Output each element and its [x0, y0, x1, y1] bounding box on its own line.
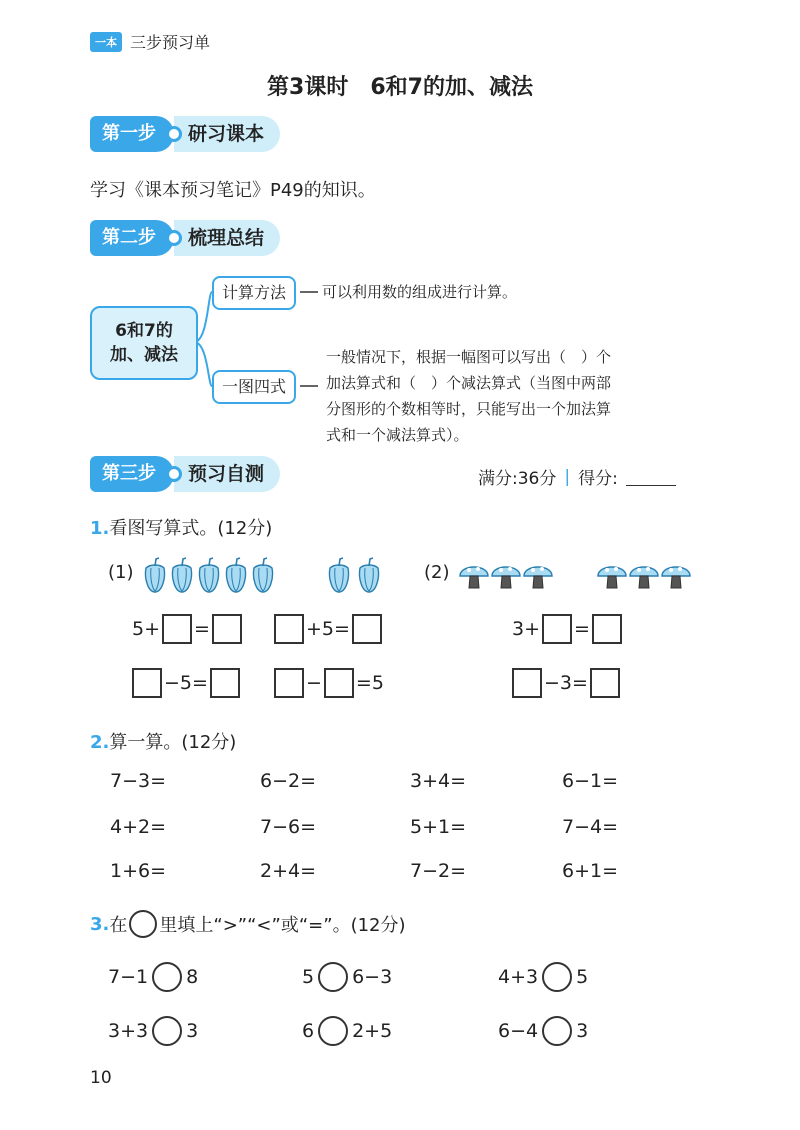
mushroom-icon	[662, 567, 690, 588]
page-title: 第3课时 6和7的加、减法	[267, 75, 533, 100]
q1-heading	[90, 514, 272, 540]
answer-box[interactable]	[512, 668, 542, 698]
q1-eq-a	[132, 614, 242, 644]
compare-circle[interactable]	[542, 962, 572, 992]
step2-heading	[90, 220, 280, 256]
answer-box[interactable]	[210, 668, 240, 698]
compare-item	[302, 1016, 392, 1046]
q1-p1-label: (1)	[108, 562, 134, 583]
q1-eq-d-text: −5=	[164, 672, 208, 694]
compare-left: 3+3	[108, 1020, 149, 1042]
mindmap-center-line1: 6和7的	[115, 321, 173, 341]
answer-box[interactable]	[542, 614, 572, 644]
mindmap-node-method-text: 可以利用数的组成进行计算。	[322, 283, 518, 301]
mindmap-node-four-equations: 一图四式	[212, 370, 296, 404]
compare-item	[108, 1016, 198, 1046]
compare-right: 3	[186, 1020, 199, 1042]
compare-circle[interactable]	[152, 962, 182, 992]
score-divider: |	[564, 466, 571, 487]
compare-item	[108, 962, 198, 992]
q2-text: 算一算。(12分)	[109, 732, 237, 753]
pepper-icon	[359, 558, 378, 592]
q1-number: 1.	[90, 518, 110, 539]
answer-box[interactable]	[590, 668, 620, 698]
calc-item: 6−2=	[260, 770, 317, 792]
compare-left: 4+3	[498, 966, 539, 988]
q1-eq-c	[512, 614, 622, 644]
calc-item: 7−3=	[110, 770, 167, 792]
mindmap-node-method: 计算方法	[212, 276, 296, 310]
answer-box[interactable]	[212, 614, 242, 644]
compare-left: 7−1	[108, 966, 149, 988]
compare-circle[interactable]	[542, 1016, 572, 1046]
compare-circle[interactable]	[318, 962, 348, 992]
pepper-icon	[226, 558, 245, 592]
calc-item: 2+4=	[260, 860, 317, 882]
brand-logo: 一本	[90, 32, 122, 52]
q1-eq-c-text1: 3+	[512, 618, 541, 640]
q1-eq-a-text1: 5+	[132, 618, 161, 640]
calc-item: 6−1=	[562, 770, 619, 792]
calc-item: 7−2=	[410, 860, 467, 882]
brand-text: 三步预习单	[130, 33, 211, 52]
step1-heading	[90, 116, 280, 152]
q1-eq-f-text: −3=	[544, 672, 588, 694]
mushroom-icon	[460, 567, 488, 588]
compare-right: 2+5	[352, 1020, 393, 1042]
mushroom-icon	[598, 567, 626, 588]
compare-right: 3	[576, 1020, 589, 1042]
mushroom-picture	[456, 558, 706, 594]
calc-item: 7−4=	[562, 816, 619, 838]
q3-heading	[90, 910, 406, 938]
q3-number: 3.	[90, 913, 110, 935]
pepper-icon	[253, 558, 272, 592]
page-number: 10	[90, 1068, 112, 1088]
calc-item: 5+1=	[410, 816, 467, 838]
q2-number: 2.	[90, 732, 110, 753]
mushroom-icon	[492, 567, 520, 588]
full-score: 满分:36分	[478, 469, 557, 489]
step2-badge: 第二步	[90, 220, 174, 256]
compare-left: 6−4	[498, 1020, 539, 1042]
q1-text: 看图写算式。(12分)	[109, 518, 273, 539]
compare-left: 6	[302, 1020, 315, 1042]
mindmap-text-line1: 一般情况下，根据一幅图可以写出（ ）个	[326, 348, 612, 366]
step1-badge: 第一步	[90, 116, 174, 152]
mushroom-icon	[630, 567, 658, 588]
calc-item: 4+2=	[110, 816, 167, 838]
circle-icon	[129, 910, 157, 938]
mindmap-text-line3: 分图形的个数相等时，只能写出一个加法算	[326, 400, 612, 418]
score-label: 得分:	[578, 469, 618, 489]
mindmap-text-line4: 式和一个减法算式）。	[326, 426, 469, 444]
mindmap-node-four-equations-text	[326, 344, 726, 448]
pepper-icon	[329, 558, 348, 592]
compare-circle[interactable]	[318, 1016, 348, 1046]
step-dot-icon	[166, 126, 182, 142]
step3-name: 预习自测	[174, 456, 280, 492]
answer-box[interactable]	[324, 668, 354, 698]
pepper-picture	[140, 556, 400, 596]
answer-box[interactable]	[132, 668, 162, 698]
step-dot-icon	[166, 466, 182, 482]
calc-item: 1+6=	[110, 860, 167, 882]
compare-right: 8	[186, 966, 199, 988]
q1-eq-b	[274, 614, 382, 644]
answer-box[interactable]	[274, 668, 304, 698]
q1-eq-e	[274, 668, 384, 698]
compare-item	[302, 962, 392, 992]
q1-eq-a-text2: =	[194, 618, 210, 640]
q3-text-a: 在	[109, 915, 128, 936]
answer-box[interactable]	[274, 614, 304, 644]
q3-text-b: 里填上“>”“<”或“=”。(12分)	[159, 915, 406, 936]
compare-circle[interactable]	[152, 1016, 182, 1046]
compare-right: 5	[576, 966, 589, 988]
brand	[90, 30, 210, 53]
mindmap-text-line2: 加法算式和（ ）个减法算式（当图中两部	[326, 374, 612, 392]
q1-eq-d	[132, 668, 240, 698]
q1-eq-e-text2: =5	[355, 672, 384, 694]
q2-heading	[90, 728, 236, 754]
pepper-icon	[145, 558, 164, 592]
step3-heading	[90, 456, 280, 492]
pepper-icon	[199, 558, 218, 592]
compare-right: 6−3	[352, 966, 393, 988]
q1-p2-label: (2)	[424, 562, 450, 583]
mushroom-icon	[524, 567, 552, 588]
step1-text: 学习《课本预习笔记》P49的知识。	[90, 180, 376, 201]
q1-eq-f	[512, 668, 620, 698]
q1-eq-b-text: +5=	[306, 618, 350, 640]
compare-item	[498, 1016, 588, 1046]
step3-badge: 第三步	[90, 456, 174, 492]
step-dot-icon	[166, 230, 182, 246]
mindmap-center-line2: 加、减法	[110, 345, 178, 365]
step1-name: 研习课本	[174, 116, 280, 152]
calc-item: 3+4=	[410, 770, 467, 792]
pepper-icon	[172, 558, 191, 592]
score-blank[interactable]	[626, 467, 676, 486]
mindmap-center	[90, 306, 198, 380]
answer-box[interactable]	[592, 614, 622, 644]
calc-item: 6+1=	[562, 860, 619, 882]
score-area	[478, 464, 676, 489]
answer-box[interactable]	[162, 614, 192, 644]
answer-box[interactable]	[352, 614, 382, 644]
compare-left: 5	[302, 966, 315, 988]
calc-item: 7−6=	[260, 816, 317, 838]
q1-eq-c-text2: =	[574, 618, 590, 640]
step2-name: 梳理总结	[174, 220, 280, 256]
q1-eq-e-text1: −	[306, 672, 322, 694]
compare-item	[498, 962, 588, 992]
